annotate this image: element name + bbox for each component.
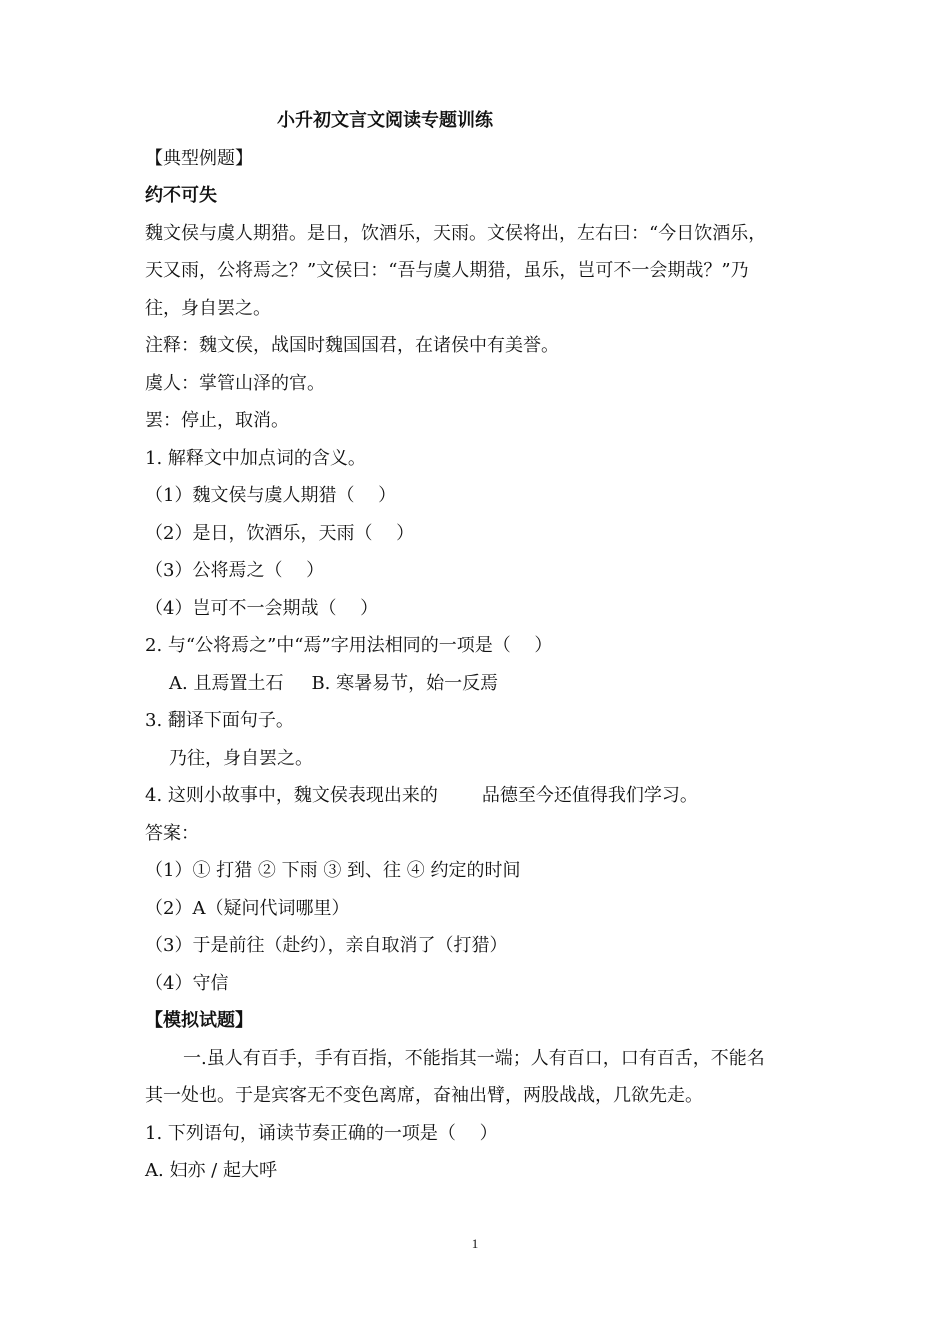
question-4-after: 品德至今还值得我们学习。 — [481, 785, 698, 806]
note-line: 虞人：掌管山泽的官。 — [145, 372, 325, 394]
option-a: A. 且焉置土石 — [169, 672, 284, 694]
question-5-option-a: A. 妇亦 / 起大呼 — [145, 1160, 277, 1181]
section-heading-practice: 【模拟试题】 — [145, 1010, 253, 1031]
answer-line: （2）A（疑问代词哪里） — [145, 897, 350, 919]
question-2-options — [145, 665, 815, 703]
question-2-stem: 2. 与“公将焉之”中“焉”字用法相同的一项是（ ） — [145, 635, 553, 656]
passage-line: 魏文侯与虞人期猎。是日，饮酒乐，天雨。文侯将出，左右曰：“今日饮酒乐， — [145, 222, 767, 244]
passage-line: 往，身自罢之。 — [145, 297, 271, 319]
passage2-line: 一.虽人有百手，手有百指，不能指其一端；人有百口，口有百舌，不能名 — [183, 1047, 765, 1069]
note-line: 注释：魏文侯，战国时魏国国君，在诸侯中有美誉。 — [145, 335, 559, 356]
answer-line: （4）守信 — [145, 972, 229, 994]
question-5-stem: 1. 下列语句，诵读节奏正确的一项是（ ） — [145, 1122, 498, 1144]
question-1-stem: 1. 解释文中加点词的含义。 — [145, 447, 366, 469]
passage-line: 天又雨，公将焉之？”文侯曰：“吾与虞人期猎，虽乐，岂可不一会期哉？”乃 — [145, 260, 749, 281]
answer-line: （1）① 打猎 ② 下雨 ③ 到、往 ④ 约定的时间 — [145, 860, 521, 881]
passage2-line: 其一处也。于是宾客无不变色离席，奋袖出臂，两股战战，几欲先走。 — [145, 1085, 703, 1106]
question-3-sentence: 乃往，身自罢之。 — [169, 747, 313, 769]
section-heading-examples: 【典型例题】 — [145, 147, 253, 169]
page-title: 小升初文言文阅读专题训练 — [277, 110, 493, 131]
question-1-item: （3）公将焉之（ ） — [145, 560, 325, 581]
note-line: 罢：停止，取消。 — [145, 410, 289, 431]
question-1-item: （2）是日，饮酒乐，天雨（ ） — [145, 522, 415, 544]
story-title: 约不可失 — [145, 185, 217, 206]
question-1-item: （1）魏文侯与虞人期猎（ ） — [145, 485, 397, 506]
page-number: 1 — [471, 1236, 479, 1251]
question-1-item: （4）岂可不一会期哉（ ） — [145, 597, 379, 619]
option-b: B. 寒暑易节，始一反焉 — [311, 672, 499, 694]
page-content — [145, 102, 815, 1190]
answer-label: 答案： — [145, 822, 199, 844]
question-3-stem: 3. 翻译下面句子。 — [145, 710, 294, 731]
question-4 — [145, 777, 815, 815]
question-4-before: 4. 这则小故事中，魏文侯表现出来的 — [145, 785, 438, 806]
answer-line: （3）于是前往（赴约），亲自取消了（打猎） — [145, 935, 508, 956]
